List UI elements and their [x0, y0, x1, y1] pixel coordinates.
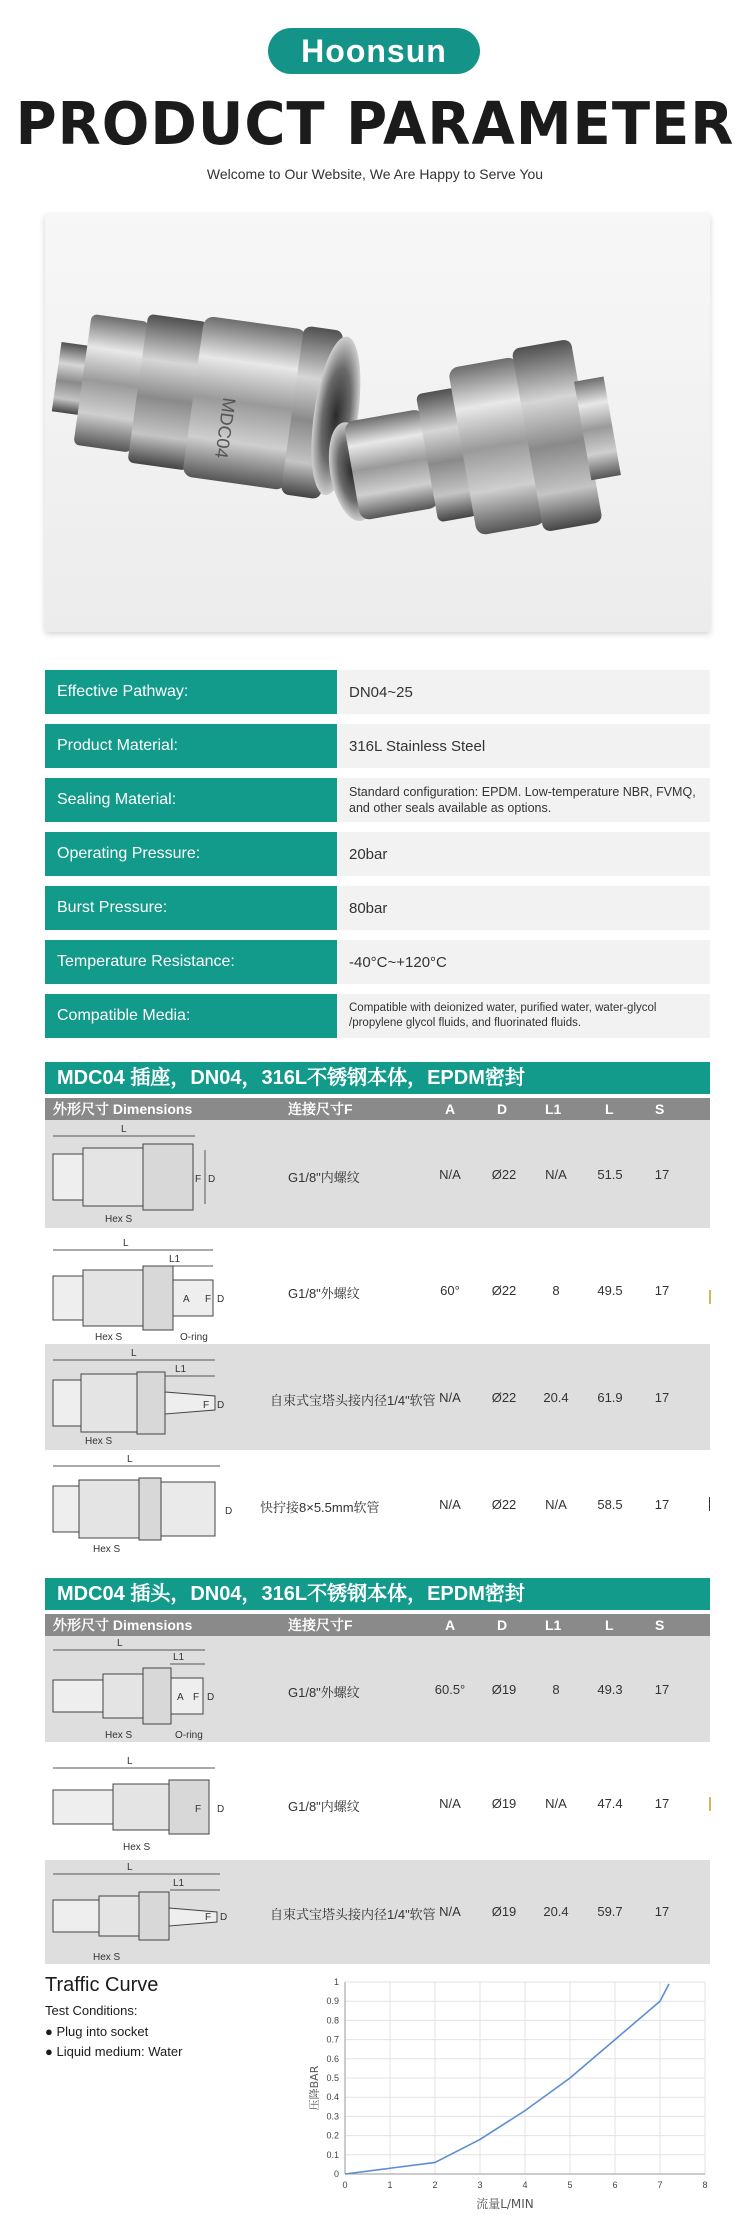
plug-drawing-external-thread: [45, 1636, 265, 1742]
svg-text:D: D: [217, 1294, 225, 1305]
cell-connection: 自束式宝塔头接内径1/4"软管: [270, 1907, 436, 1922]
x-tick-label: 8: [702, 2180, 708, 2190]
spec-row-material: [45, 724, 710, 768]
y-tick-label: 0: [333, 2169, 339, 2179]
svg-text:A: A: [177, 1692, 184, 1703]
socket-drawing-hose-barb: [45, 1344, 265, 1450]
cell-s: 17: [654, 1167, 670, 1182]
svg-text:L1: L1: [175, 1364, 187, 1375]
spec-value: 80bar: [337, 886, 710, 930]
cell-d: Ø22: [491, 1167, 517, 1182]
spec-row-sealing: [45, 778, 710, 822]
edge-marker: [709, 1797, 711, 1811]
x-tick-label: 7: [657, 2180, 663, 2190]
cell-l: 49.5: [597, 1283, 623, 1298]
spec-row-operating-pressure: [45, 832, 710, 876]
svg-text:Hex S: Hex S: [105, 1214, 133, 1225]
spec-value: 20bar: [337, 832, 710, 876]
svg-text:D: D: [207, 1692, 215, 1703]
traffic-curve-title: Traffic Curve: [45, 1974, 159, 1996]
spec-value: Compatible with deionized water, purified water, water-glycol /propylene glycol fluids, and fluorinated fluids.: [337, 994, 710, 1038]
spec-value: -40°C~+120°C: [337, 940, 710, 984]
cell-a: 60°: [440, 1283, 460, 1298]
x-tick-label: 0: [342, 2180, 348, 2190]
col-s: S: [655, 1101, 665, 1117]
y-tick-label: 0.3: [326, 2111, 339, 2122]
col-l: L: [605, 1101, 614, 1117]
spec-row-pathway: [45, 670, 710, 714]
spec-value: Standard configuration: EPDM. Low-temperature NBR, FVMQ, and other seals available as options.: [337, 778, 710, 822]
cell-l1: N/A: [545, 1167, 567, 1182]
col-l: L: [605, 1617, 614, 1633]
cell-connection: 快拧接8×5.5mm软管: [260, 1500, 380, 1515]
x-tick-label: 4: [522, 2180, 528, 2190]
socket-drawing-external-thread: [45, 1236, 265, 1344]
cell-s: 17: [654, 1682, 670, 1697]
col-a: A: [445, 1617, 456, 1633]
svg-text:L: L: [117, 1638, 123, 1649]
cell-d: Ø19: [491, 1904, 517, 1919]
plug-row: [45, 1752, 710, 1856]
cell-l: 51.5: [597, 1167, 623, 1182]
socket-row: [45, 1452, 710, 1556]
cell-d: Ø22: [491, 1283, 517, 1298]
svg-text:L: L: [123, 1238, 129, 1249]
spec-row-temperature: [45, 940, 710, 984]
spec-label: Temperature Resistance:: [45, 940, 337, 984]
spec-row-media: [45, 994, 710, 1038]
cell-a: N/A: [439, 1796, 461, 1811]
flow-pressure-chart: [300, 1970, 720, 2220]
cell-l: 58.5: [597, 1497, 623, 1512]
col-connection: 连接尺寸F: [288, 1617, 353, 1633]
svg-text:F: F: [205, 1294, 212, 1305]
plug-drawing-hose-barb: [45, 1860, 265, 1964]
spec-value: DN04~25: [337, 670, 710, 714]
socket-row: [45, 1120, 710, 1228]
y-axis-label: 压降BAR: [308, 2065, 321, 2111]
spec-label: Operating Pressure:: [45, 832, 337, 876]
y-tick-label: 0.1: [326, 2149, 339, 2160]
svg-text:Hex S: Hex S: [85, 1436, 113, 1447]
y-tick-label: 1: [333, 1977, 339, 1987]
test-conditions-label: Test Conditions:: [45, 2003, 138, 2018]
col-a: A: [445, 1101, 456, 1117]
cell-d: Ø22: [491, 1390, 517, 1405]
page-subtitle: Welcome to Our Website, We Are Happy to Serve You: [206, 166, 544, 182]
svg-text:Hex S: Hex S: [123, 1842, 151, 1853]
cell-a: N/A: [439, 1497, 461, 1512]
svg-text:L1: L1: [173, 1652, 185, 1663]
cell-s: 17: [654, 1283, 670, 1298]
series-line: [345, 1984, 669, 2174]
x-axis-label: 流量L/MIN: [476, 2197, 534, 2211]
plug-row: [45, 1636, 710, 1742]
y-tick-label: 0.8: [326, 2015, 339, 2026]
cell-l: 59.7: [597, 1904, 623, 1919]
x-tick-label: 1: [387, 2180, 393, 2190]
cell-s: 17: [654, 1497, 670, 1512]
svg-text:Hex S: Hex S: [93, 1544, 121, 1555]
svg-text:Hex S: Hex S: [105, 1730, 133, 1741]
svg-text:Hex S: Hex S: [95, 1332, 123, 1343]
cell-l1: 20.4: [543, 1390, 569, 1405]
col-d: D: [497, 1617, 508, 1633]
coupling-illustration: [45, 214, 710, 632]
svg-text:D: D: [217, 1804, 225, 1815]
socket-drawing-quick-twist: [45, 1452, 265, 1556]
cell-d: Ø19: [491, 1682, 517, 1697]
y-tick-label: 0.2: [326, 2130, 339, 2141]
y-tick-label: 0.4: [326, 2092, 339, 2103]
col-l1: L1: [545, 1101, 562, 1117]
cell-l: 61.9: [597, 1390, 623, 1405]
svg-text:D: D: [217, 1400, 225, 1411]
y-tick-label: 0.5: [326, 2073, 339, 2083]
svg-text:F: F: [193, 1692, 200, 1703]
spec-label: Burst Pressure:: [45, 886, 337, 930]
cell-s: 17: [654, 1904, 670, 1919]
brand-logo: Hoonsun: [268, 28, 480, 74]
svg-text:L: L: [121, 1124, 127, 1135]
col-d: D: [497, 1101, 508, 1117]
condition-item: ● Liquid medium: Water: [45, 2044, 183, 2059]
spec-row-burst-pressure: [45, 886, 710, 930]
cell-d: Ø22: [491, 1497, 517, 1512]
cell-a: 60.5°: [434, 1682, 466, 1697]
svg-text:L: L: [131, 1348, 137, 1359]
cell-l1: 20.4: [543, 1904, 569, 1919]
cell-l1: N/A: [545, 1796, 567, 1811]
cell-l: 47.4: [597, 1796, 623, 1811]
cell-connection: G1/8"外螺纹: [288, 1685, 360, 1700]
plug-column-header: [45, 1614, 710, 1636]
cell-a: N/A: [439, 1904, 461, 1919]
cell-connection: 自束式宝塔头接内径1/4"软管: [270, 1393, 436, 1408]
svg-text:L: L: [127, 1756, 133, 1767]
plug-section-title: MDC04 插头，DN04，316L不锈钢本体，EPDM密封: [45, 1578, 710, 1610]
cell-s: 17: [654, 1796, 670, 1811]
svg-text:O-ring: O-ring: [175, 1730, 203, 1741]
plug-part: [314, 334, 628, 567]
cell-l1: 8: [552, 1682, 560, 1697]
svg-text:F: F: [205, 1912, 212, 1923]
spec-value: 316L Stainless Steel: [337, 724, 710, 768]
svg-text:L1: L1: [173, 1878, 185, 1889]
cell-connection: G1/8"内螺纹: [288, 1799, 360, 1814]
svg-text:F: F: [195, 1804, 202, 1815]
spec-label: Effective Pathway:: [45, 670, 337, 714]
col-dimensions: 外形尺寸 Dimensions: [53, 1101, 193, 1117]
svg-text:Hex S: Hex S: [93, 1952, 121, 1963]
y-tick-label: 0.7: [326, 2034, 339, 2045]
svg-text:D: D: [225, 1506, 233, 1517]
col-connection: 连接尺寸F: [288, 1101, 353, 1117]
cell-connection: G1/8"内螺纹: [288, 1170, 360, 1185]
cell-d: Ø19: [491, 1796, 517, 1811]
cell-s: 17: [654, 1390, 670, 1405]
y-tick-label: 0.6: [326, 2053, 339, 2064]
svg-text:O-ring: O-ring: [180, 1332, 208, 1343]
cell-a: N/A: [439, 1167, 461, 1182]
engraving-text: MDC04: [210, 396, 240, 460]
x-tick-label: 2: [432, 2180, 438, 2190]
socket-row: [45, 1344, 710, 1450]
svg-text:F: F: [203, 1400, 210, 1411]
col-dimensions: 外形尺寸 Dimensions: [53, 1617, 193, 1633]
socket-row: [45, 1236, 710, 1344]
x-tick-label: 5: [567, 2180, 573, 2190]
spec-label: Product Material:: [45, 724, 337, 768]
cell-l: 49.3: [597, 1682, 623, 1697]
x-tick-label: 3: [477, 2180, 483, 2190]
svg-text:A: A: [183, 1294, 190, 1305]
svg-text:L1: L1: [169, 1254, 181, 1265]
edge-marker: [709, 1497, 710, 1511]
page-title: PRODUCT PARAMETER: [15, 90, 735, 159]
col-l1: L1: [545, 1617, 562, 1633]
cell-a: N/A: [439, 1390, 461, 1405]
svg-text:D: D: [208, 1174, 216, 1185]
svg-text:L: L: [127, 1862, 133, 1873]
product-photo: [45, 214, 710, 632]
cell-l1: N/A: [545, 1497, 567, 1512]
svg-text:F: F: [195, 1174, 202, 1185]
col-s: S: [655, 1617, 665, 1633]
cell-connection: G1/8"外螺纹: [288, 1286, 360, 1301]
socket-column-header: [45, 1098, 710, 1120]
edge-marker: [709, 1290, 711, 1304]
plug-drawing-internal-thread: [45, 1752, 265, 1856]
socket-section-title: MDC04 插座，DN04，316L不锈钢本体，EPDM密封: [45, 1062, 710, 1094]
svg-text:D: D: [220, 1912, 228, 1923]
socket-part: [45, 292, 370, 503]
svg-text:L: L: [127, 1454, 133, 1465]
spec-label: Sealing Material:: [45, 778, 337, 822]
condition-item: ● Plug into socket: [45, 2024, 149, 2039]
spec-label: Compatible Media:: [45, 994, 337, 1038]
y-tick-label: 0.9: [326, 1996, 339, 2007]
cell-l1: 8: [552, 1283, 560, 1298]
socket-drawing-internal-thread: [45, 1120, 265, 1228]
x-tick-label: 6: [612, 2180, 618, 2190]
plug-row: [45, 1860, 710, 1964]
